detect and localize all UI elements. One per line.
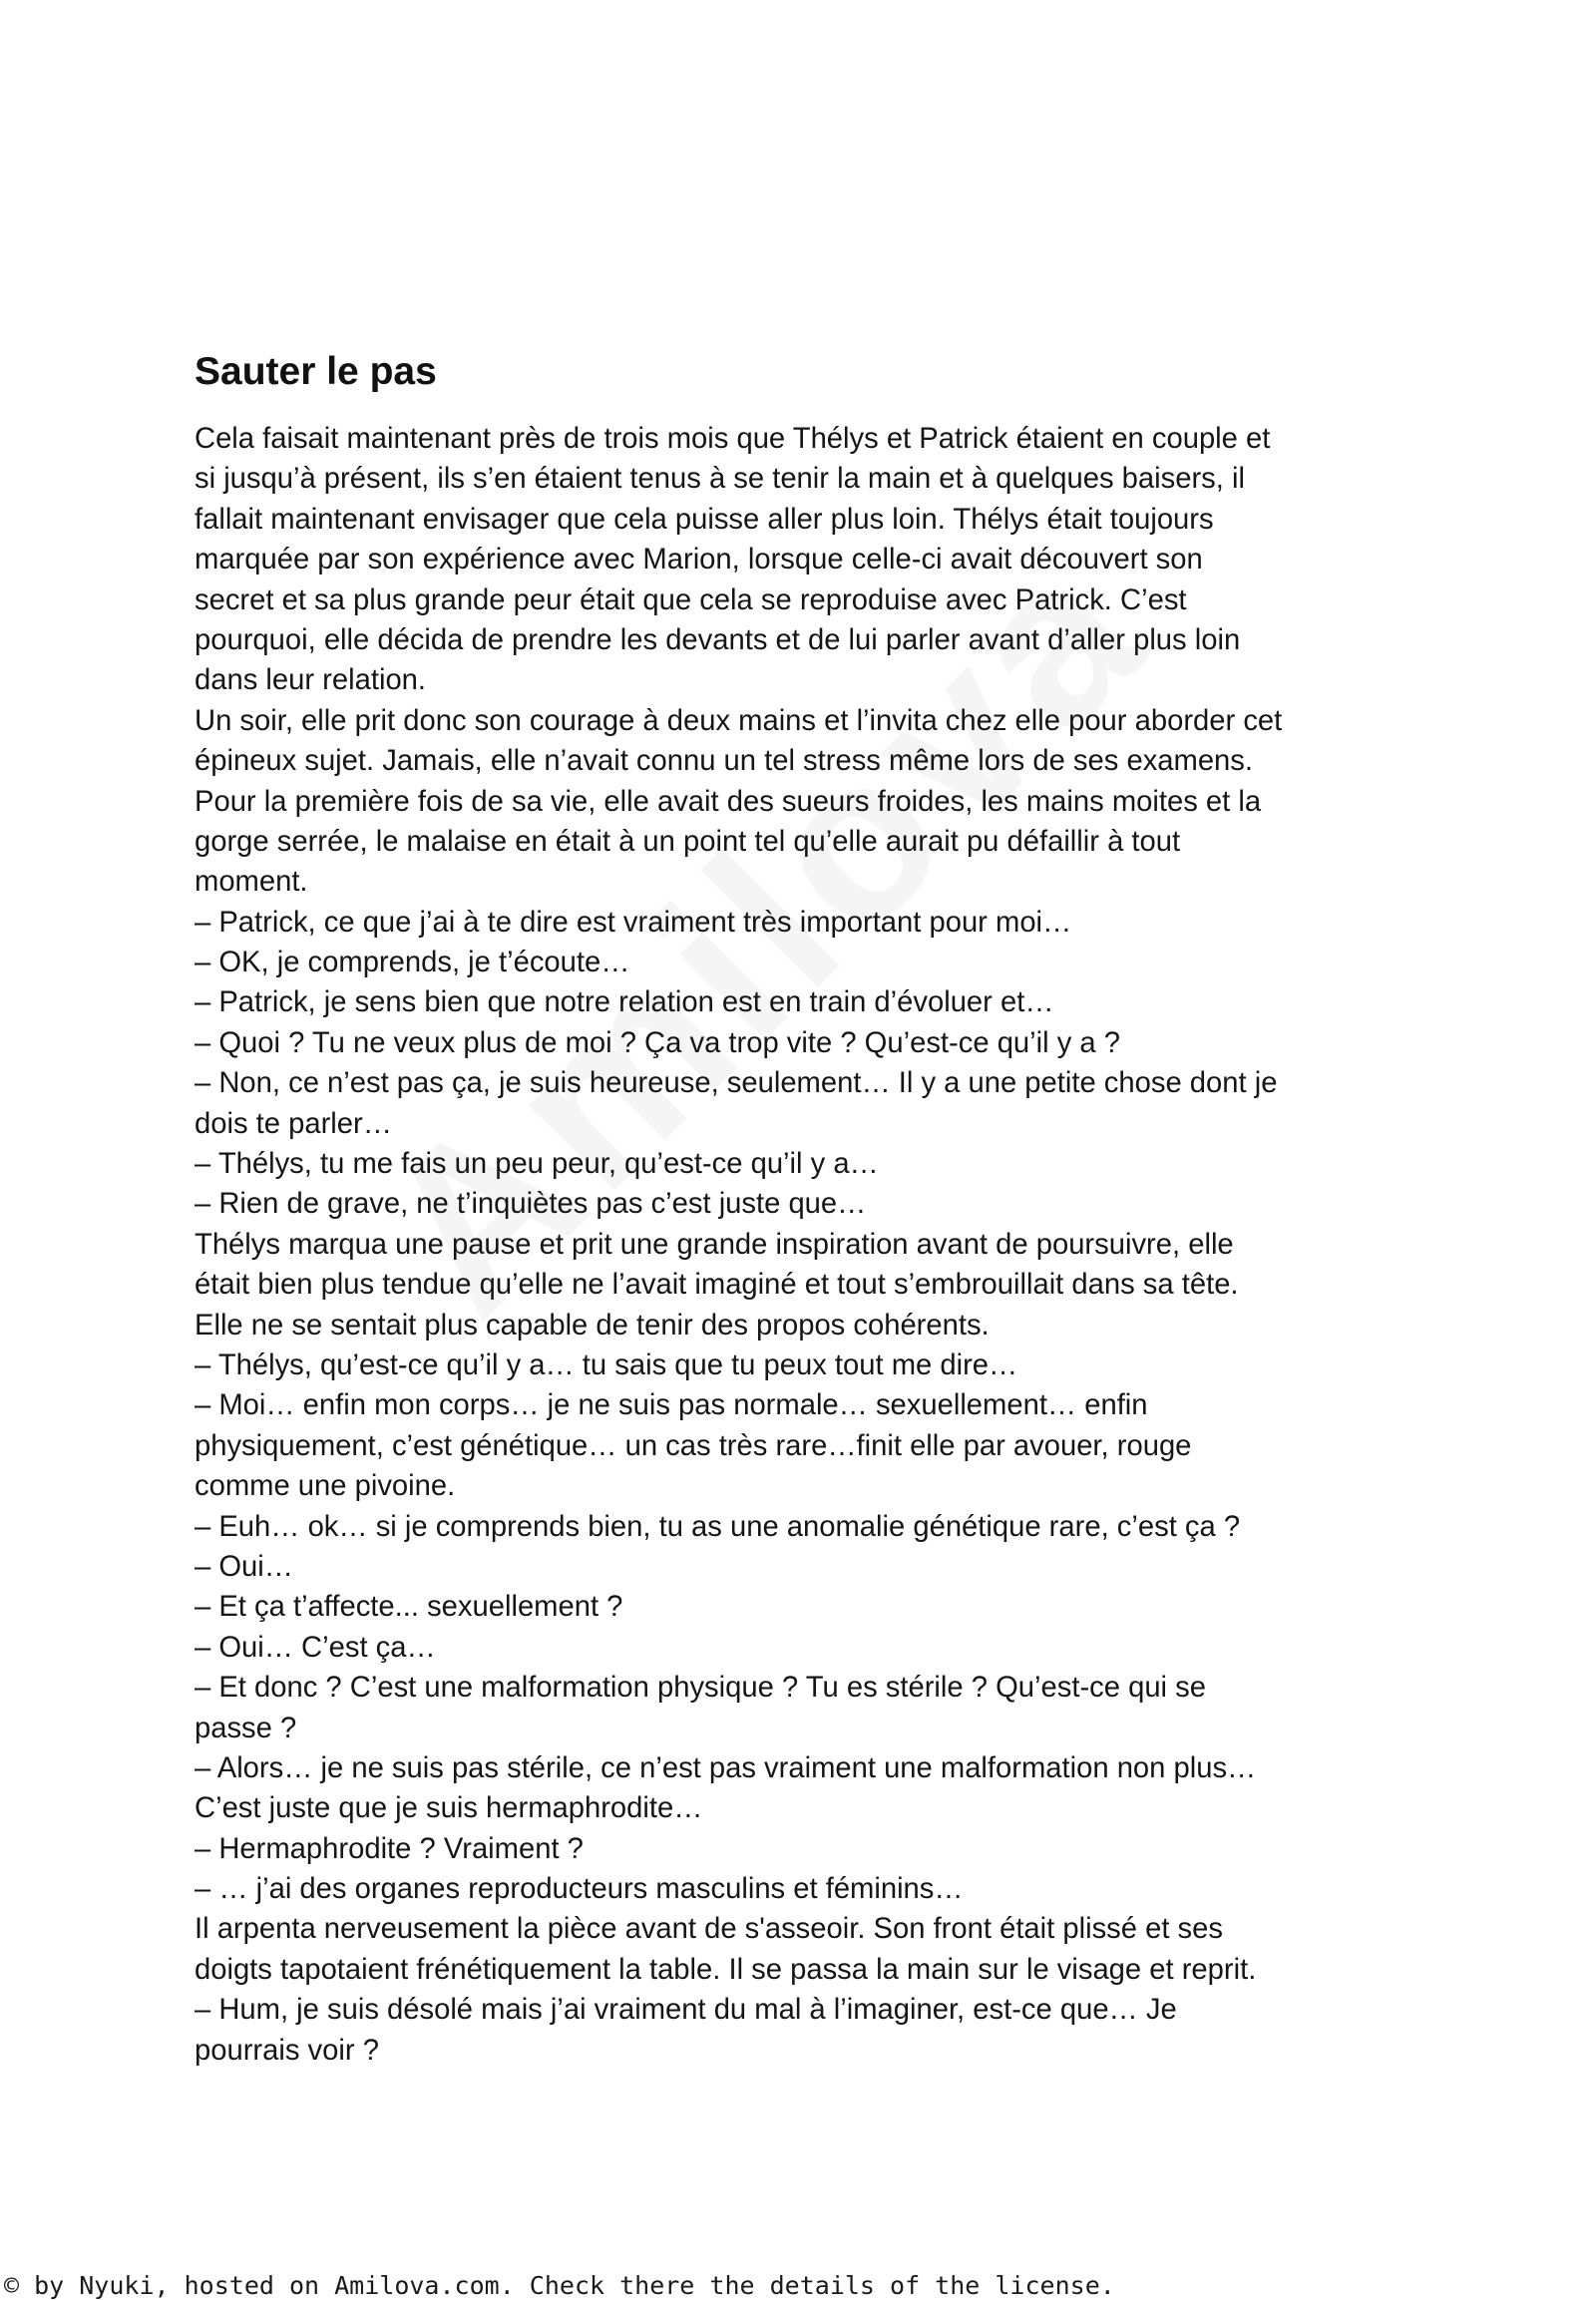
text-line: Il arpenta nerveusement la pièce avant de s'asseoir. Son front était plissé et ses bbox=[195, 1913, 1223, 1946]
dialogue-line: passe ? bbox=[195, 1712, 297, 1744]
dialogue-line: – Patrick, ce que j’ai à te dire est vraiment très important pour moi… bbox=[195, 906, 1072, 939]
text-line: Pour la première fois de sa vie, elle avait des sueurs froides, les mains moites et la bbox=[195, 785, 1262, 818]
dialogue-line: pourrais voir ? bbox=[195, 2034, 379, 2067]
story-text bbox=[195, 419, 1421, 2071]
dialogue-line: – Oui… bbox=[195, 1550, 293, 1583]
dialogue-line: – Et donc ? C’est une malformation physique ? Tu es stérile ? Qu’est-ce qui se bbox=[195, 1672, 1206, 1705]
text-line: dans leur relation. bbox=[195, 664, 427, 697]
text-line: marquée par son expérience avec Marion, lorsque celle-ci avait découvert son bbox=[195, 544, 1203, 576]
dialogue-line: – Non, ce n’est pas ça, je suis heureuse, seulement… Il y a une petite chose dont je bbox=[195, 1067, 1278, 1100]
dialogue-line: – Moi… enfin mon corps… je ne suis pas normale… sexuellement… enfin bbox=[195, 1389, 1148, 1422]
license-footer: © by Nyuki, hosted on Amilova.com. Check there the details of the license. bbox=[4, 2271, 1115, 2300]
dialogue-line: – Alors… je ne suis pas stérile, ce n’est pas vraiment une malformation non plus… bbox=[195, 1751, 1257, 1784]
text-line: secret et sa plus grande peur était que cela se reproduise avec Patrick. C’est bbox=[195, 583, 1187, 616]
dialogue-line: – Thélys, tu me fais un peu peur, qu’est-ce qu’il y a… bbox=[195, 1148, 879, 1181]
text-line: Un soir, elle prit donc son courage à deux mains et l’invita chez elle pour aborder cet bbox=[195, 704, 1283, 737]
text-line: épineux sujet. Jamais, elle n’avait connu un tel stress même lors de ses examens. bbox=[195, 745, 1253, 778]
text-line: si jusqu’à présent, ils s’en étaient tenus à se tenir la main et à quelques baisers, il bbox=[195, 463, 1245, 496]
dialogue-line: – Rien de grave, ne t’inquiètes pas c’est juste que… bbox=[195, 1188, 867, 1221]
dialogue-line: comme une pivoine. bbox=[195, 1470, 456, 1503]
text-line: doigts tapotaient frénétiquement la table. Il se passa la main sur le visage et reprit. bbox=[195, 1953, 1257, 1986]
dialogue-line: – Thélys, qu’est-ce qu’il y a… tu sais que tu peux tout me dire… bbox=[195, 1348, 1018, 1381]
text-line: Thélys marqua une pause et prit une grande inspiration avant de poursuivre, elle bbox=[195, 1228, 1234, 1261]
dialogue-line: – Hermaphrodite ? Vraiment ? bbox=[195, 1832, 584, 1865]
text-line: fallait maintenant envisager que cela puisse aller plus loin. Thélys était toujours bbox=[195, 503, 1214, 536]
dialogue-line: – Quoi ? Tu ne veux plus de moi ? Ça va trop vite ? Qu’est-ce qu’il y a ? bbox=[195, 1026, 1120, 1059]
dialogue-line: – Et ça t’affecte... sexuellement ? bbox=[195, 1591, 623, 1624]
dialogue-line: – Patrick, je sens bien que notre relation est en train d’évoluer et… bbox=[195, 986, 1054, 1019]
dialogue-line: – Hum, je suis désolé mais j’ai vraiment du mal à l’imaginer, est-ce que… Je bbox=[195, 1994, 1177, 2027]
text-line: gorge serrée, le malaise en était à un point tel qu’elle aurait pu défaillir à tout bbox=[195, 825, 1181, 858]
text-line: moment. bbox=[195, 866, 308, 899]
dialogue-line: C’est juste que je suis hermaphrodite… bbox=[195, 1792, 703, 1825]
dialogue-line: – … j’ai des organes reproducteurs masculins et féminins… bbox=[195, 1873, 964, 1906]
text-line: Elle ne se sentait plus capable de tenir des propos cohérents. bbox=[195, 1309, 990, 1342]
dialogue-line: – OK, je comprends, je t’écoute… bbox=[195, 947, 630, 979]
text-line: pourquoi, elle décida de prendre les devants et de lui parler avant d’aller plus loin bbox=[195, 623, 1241, 656]
text-line: était bien plus tendue qu’elle ne l’avait imaginé et tout s’embrouillait dans sa tête. bbox=[195, 1269, 1239, 1302]
chapter-title: Sauter le pas bbox=[195, 350, 437, 393]
dialogue-line: – Oui… C’est ça… bbox=[195, 1631, 436, 1664]
dialogue-line: dois te parler… bbox=[195, 1107, 392, 1140]
dialogue-line: physiquement, c’est génétique… un cas très rare…finit elle par avouer, rouge bbox=[195, 1429, 1192, 1462]
dialogue-line: – Euh… ok… si je comprends bien, tu as une anomalie génétique rare, c’est ça ? bbox=[195, 1510, 1241, 1543]
text-line: Cela faisait maintenant près de trois mois que Thélys et Patrick étaient en couple et bbox=[195, 423, 1271, 455]
